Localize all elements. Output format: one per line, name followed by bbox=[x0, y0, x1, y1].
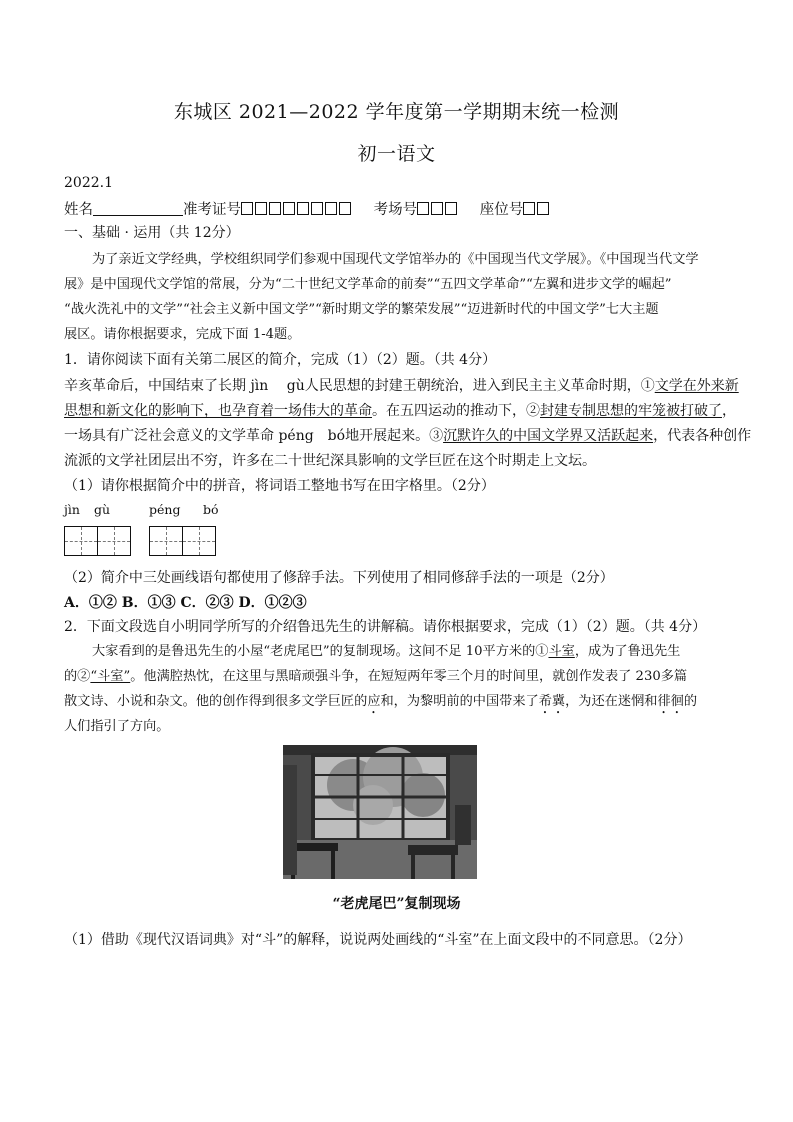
q1-passage-line: 思想和新文化的影响下，也孕育着一场伟大的革命。在五四运动的推动下，②封建专制思想的牢笼被打破了， bbox=[64, 403, 736, 419]
underlined-sentence-1: 文学在外来新 bbox=[654, 378, 739, 394]
section-heading: 一、基础 · 运用（共 12分） bbox=[64, 225, 240, 241]
q1-sub1: （1）请你根据简介中的拼音，将词语工整地书写在田字格里。（2分） bbox=[64, 478, 495, 494]
photo-caption: “老虎尾巴”复制现场 bbox=[332, 896, 461, 912]
pinyin-bo: bó bbox=[203, 502, 219, 517]
underlined-sentence-3: 沉默许久的中国文学界又活跃起来 bbox=[443, 428, 654, 444]
name-blank[interactable] bbox=[93, 201, 183, 216]
tianzige-cell[interactable] bbox=[64, 526, 98, 556]
q1-passage-line: 辛亥革命后，中国结束了长期 jìn gù人民思想的封建王朝统治，进入到民主主义革命时期，①文学在外来新 bbox=[64, 378, 739, 394]
intro-line: “战火洗礼中的文学”“社会主义新中国文学”“新时期文学的繁荣发展”“迈进新时代的中国文学”七大主题 bbox=[64, 302, 659, 317]
q2-passage-line: 人们指引了方向。 bbox=[64, 719, 170, 734]
q2-sub1: （1）借助《现代汉语词典》对“斗”的解释，说说两处画线的“斗室”在上面文段中的不同意思。（2分） bbox=[64, 932, 692, 948]
intro-line: 展》是中国现代文学馆的常展，分为“二十世纪文学革命的前奏”“五四文学革命”“左翼和进步文学的崛起” bbox=[64, 277, 672, 292]
q2-stem: 2．下面文段选自小明同学所写的介绍鲁迅先生的讲解稿。请你根据要求，完成（1）（2）题。（共 4分） bbox=[64, 619, 707, 635]
seat-boxes[interactable] bbox=[523, 202, 551, 218]
intro-line: 为了亲近文学经典，学校组织同学们参观中国现代文学馆举办的《中国现当代文学展》。《中国现当代文学 bbox=[92, 252, 699, 267]
q1-passage-line: 一场具有广泛社会意义的文学革命 péng bó地开展起来。③沉默许久的中国文学界又活跃起来，代表各种创作 bbox=[64, 428, 752, 444]
tianzige-cell[interactable] bbox=[97, 526, 131, 556]
room-boxes[interactable] bbox=[417, 202, 459, 218]
dotted-word: 应 bbox=[367, 694, 381, 709]
underlined-sentence-2: 封建专制思想的牢笼被打破了 bbox=[540, 403, 722, 419]
q1-passage-line: 流派的文学社团层出不穷，许多在二十世纪深具影响的文学巨匠在这个时期走上文坛。 bbox=[64, 453, 596, 469]
candidate-info-row bbox=[64, 198, 551, 219]
exam-no-label: 准考证号 bbox=[183, 202, 241, 218]
study-room-photo bbox=[283, 745, 477, 879]
room-label: 考场号 bbox=[373, 202, 418, 218]
underlined-word-dou-shi-1: 斗室 bbox=[548, 644, 575, 659]
pinyin-jin: jìn bbox=[64, 502, 80, 517]
exam-subject: 初一语文 bbox=[357, 143, 436, 165]
dotted-word: 徘徊 bbox=[657, 694, 684, 709]
study-room-photo-art bbox=[283, 745, 477, 879]
tianzige-group-2[interactable] bbox=[149, 526, 215, 556]
intro-line: 展区。请你根据要求，完成下面 1-4题。 bbox=[64, 327, 301, 342]
name-label: 姓名 bbox=[64, 202, 93, 218]
q1-stem: 1．请你阅读下面有关第二展区的简介，完成（1）（2）题。（共 4分） bbox=[64, 352, 497, 368]
dotted-word: 希冀 bbox=[538, 694, 566, 709]
q2-passage-line: 大家看到的是鲁迅先生的小屋“老虎尾巴”的复制现场。这间不足 10平方米的①斗室，成为了鲁迅先生 bbox=[92, 644, 681, 659]
exam-title: 东城区 2021—2022 学年度第一学期期末统一检测 bbox=[173, 101, 620, 123]
tianzige-group-1[interactable] bbox=[64, 526, 130, 556]
q2-passage-line: 散文诗、小说和杂文。他的创作得到很多文学巨匠的应和，为黎明前的中国带来了希冀，为还在迷惘和徘徊的 bbox=[64, 694, 697, 709]
underlined-word-dou-shi-2: “斗室” bbox=[90, 669, 131, 684]
pinyin-gu: gù bbox=[94, 502, 111, 517]
seat-label: 座位号 bbox=[479, 202, 524, 218]
q1-options: A．①② B．①③ C．②③ D．①②③ bbox=[64, 595, 307, 611]
underlined-sentence-1: 思想和新文化的影响下，也孕育着一场伟大的革命 bbox=[64, 403, 372, 419]
pinyin-peng: péng bbox=[149, 502, 181, 517]
exam-date: 2022.1 bbox=[64, 175, 113, 191]
tianzige-cell[interactable] bbox=[149, 526, 183, 556]
q2-passage-line: 的②“斗室”。他满腔热忱，在这里与黑暗顽强斗争，在短短两年零三个月的时间里，就创作发表了 230多篇 bbox=[64, 669, 688, 684]
tianzige-cell[interactable] bbox=[182, 526, 216, 556]
q1-sub2: （2）简介中三处画线语句都使用了修辞手法。下列使用了相同修辞手法的一项是（2分） bbox=[64, 570, 614, 586]
exam-no-boxes[interactable] bbox=[241, 202, 353, 218]
